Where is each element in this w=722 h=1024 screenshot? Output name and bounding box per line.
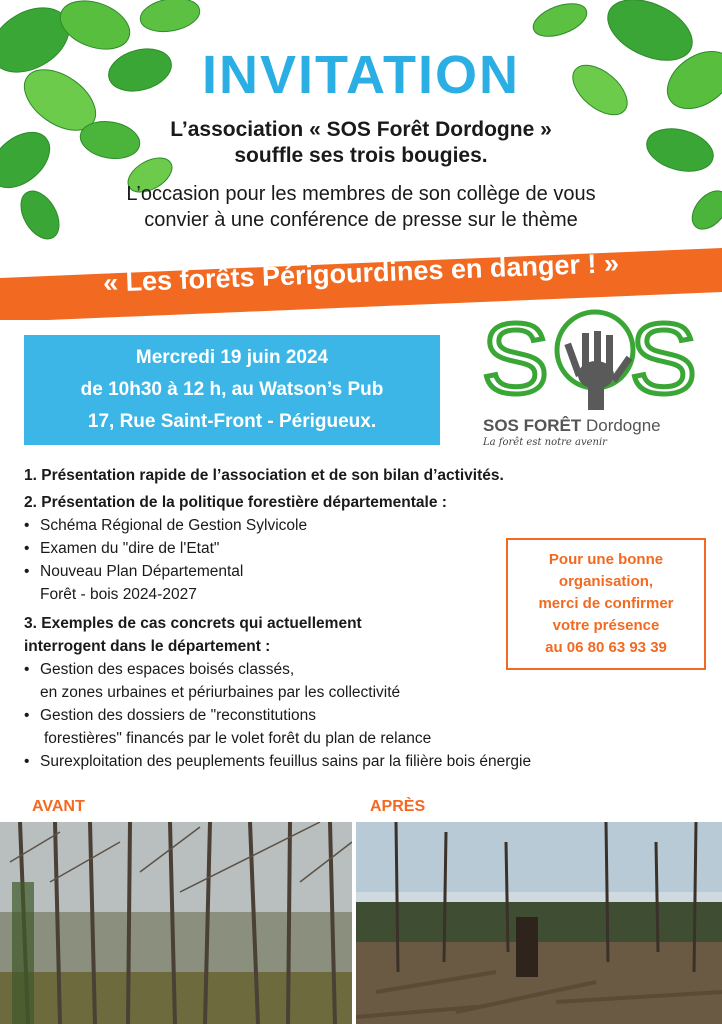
list-item: • Examen du "dire de l'Etat" bbox=[24, 537, 704, 560]
intro-line-1: L’occasion pour les membres de son collège de vous bbox=[126, 183, 596, 205]
intro-text bbox=[0, 181, 722, 233]
event-date: Mercredi 19 juin 2024 bbox=[135, 347, 329, 368]
subtitle-line-2: souffle ses trois bougies. bbox=[234, 144, 488, 167]
after-label: APRÈS bbox=[370, 798, 426, 815]
list-item: • Gestion des espaces boisés classés, bbox=[24, 658, 704, 681]
list-item: • Gestion des dossiers de "reconstitutions bbox=[24, 704, 704, 727]
subtitle-line-1: L’association « SOS Forêt Dordogne » bbox=[170, 118, 552, 141]
list-item-continuation: forestières" financés par le volet forêt du plan de relance bbox=[44, 730, 432, 747]
subtitle bbox=[0, 117, 722, 169]
logo-name: SOS FORÊT Dordogne bbox=[483, 416, 661, 435]
logo-s-right: S bbox=[630, 305, 697, 415]
event-time-venue: de 10h30 à 12 h, au Watson’s Pub bbox=[80, 379, 384, 400]
logo-s-left: S bbox=[482, 305, 549, 415]
rsvp-phone: au 06 80 63 93 39 bbox=[545, 639, 667, 656]
invitation-title: INVITATION bbox=[202, 45, 520, 105]
rsvp-line-1: Pour une bonne bbox=[548, 551, 664, 568]
before-label: AVANT bbox=[32, 798, 85, 815]
list-item: • Schéma Régional de Gestion Sylvicole bbox=[24, 514, 704, 537]
agenda-item-3-line-1: 3. Exemples de cas concrets qui actuellement bbox=[24, 615, 362, 632]
logo-name-dordogne: Dordogne bbox=[581, 416, 661, 435]
agenda-item-1: 1. Présentation rapide de l’association et de son bilan d’activités. bbox=[24, 467, 504, 484]
before-photo bbox=[0, 822, 352, 1024]
hand-tree-icon bbox=[564, 331, 632, 410]
list-item-continuation: en zones urbaines et périurbaines par les collectivité bbox=[40, 684, 401, 701]
rsvp-line-2: organisation, bbox=[558, 573, 654, 590]
banner-text: « Les forêts Périgourdines en danger ! » bbox=[102, 248, 620, 298]
intro-line-2: convier à une conférence de presse sur le thème bbox=[144, 209, 578, 231]
agenda-item-3-list-b bbox=[24, 704, 704, 727]
event-details-box bbox=[24, 335, 440, 445]
event-address: 17, Rue Saint-Front - Périgueux. bbox=[87, 411, 377, 432]
logo-tagline: La forêt est notre avenir bbox=[483, 437, 607, 448]
rsvp-line-3: merci de confirmer bbox=[538, 595, 674, 612]
list-item: • Nouveau Plan Départemental bbox=[24, 560, 704, 583]
rsvp-box bbox=[506, 538, 706, 670]
agenda-item-3-list-c bbox=[24, 750, 704, 773]
rsvp-line-4: votre présence bbox=[552, 617, 660, 634]
agenda-item-2: 2. Présentation de la politique forestière départementale : bbox=[24, 494, 447, 511]
after-photo bbox=[356, 822, 722, 1024]
list-item-continuation: Forêt - bois 2024-2027 bbox=[40, 586, 197, 603]
list-item: • Surexploitation des peuplements feuillus sains par la filière bois énergie bbox=[24, 750, 704, 773]
sos-logo bbox=[480, 305, 705, 415]
agenda-item-3-line-2: interrogent dans le département : bbox=[24, 638, 271, 655]
